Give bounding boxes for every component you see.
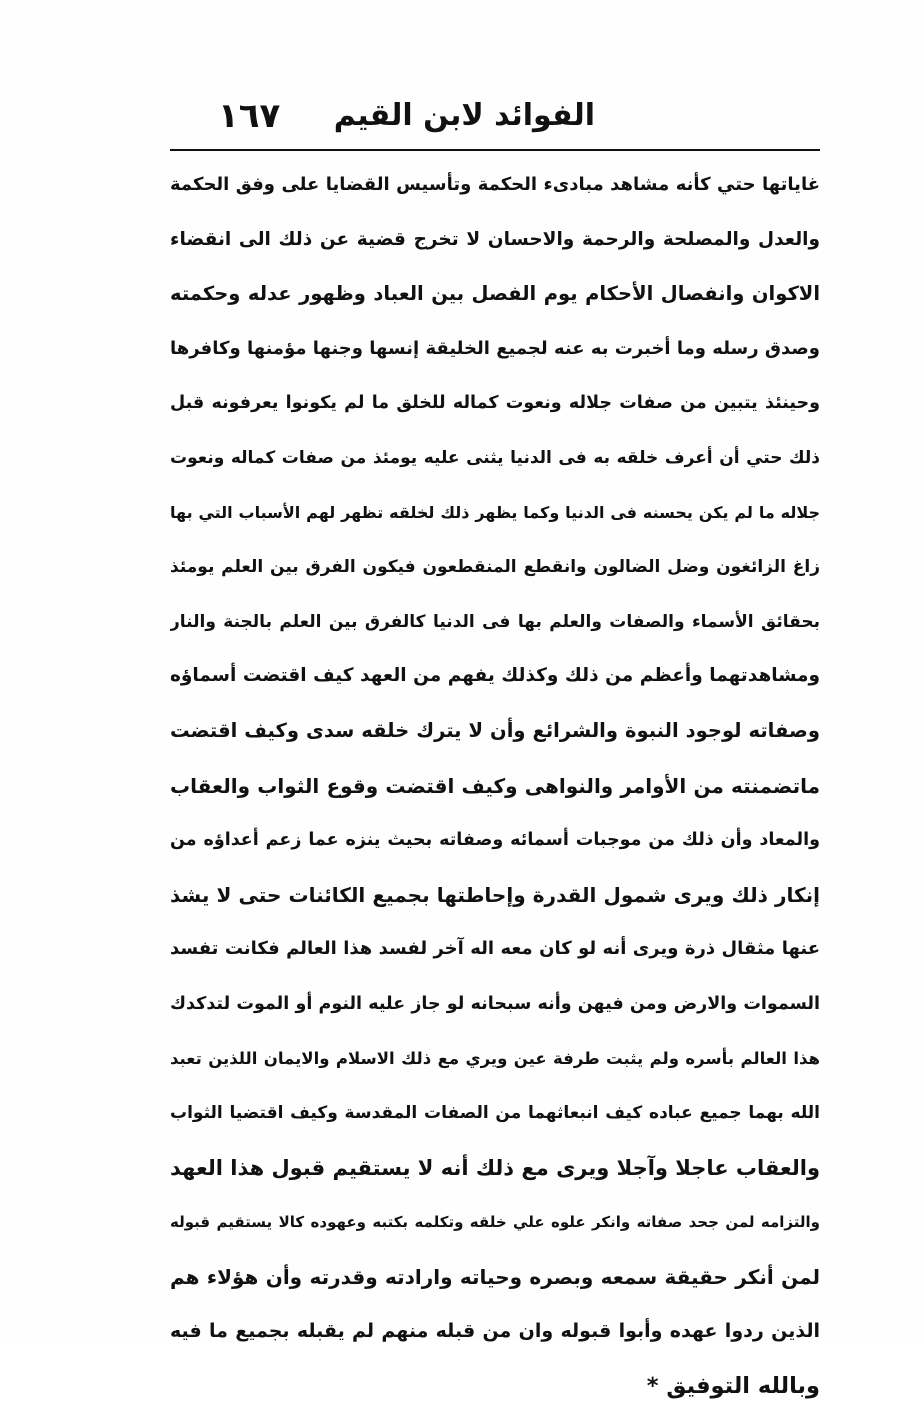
running-header [170,96,820,144]
page-number: ١٦٧ [218,96,281,136]
text-line: غاياتها حتي كأنه مشاهد مبادىء الحكمة وتأسيس القضايا على وفق الحكمة [170,174,820,195]
text-line: وصدق رسله وما أخبرت به عنه لجميع الخليقة إنسها وجنها مؤمنها وكافرها [170,337,820,359]
text-line: السموات والارض ومن فيهن وأنه سبحانه لو جاز عليه النوم أو الموت لتدكدك [170,993,820,1014]
text-line: عنها مثقال ذرة ويرى أنه لو كان معه اله آخر لفسد هذا العالم فكانت تفسد [170,938,820,960]
text-line-closing: وبالله التوفيق * [646,1373,820,1400]
text-line: ذلك حتي أن أعرف خلقه به فى الدنيا يثنى عليه يومئذ من صفات كماله ونعوت [170,447,820,468]
text-line: هذا العالم بأسره ولم يثبت طرفة عين ويري مع ذلك الاسلام والايمان اللذين تعبد [170,1048,820,1068]
text-line: زاغ الزائغون وضل الضالون وانقطع المنقطعون فيكون الفرق بين العلم يومئذ [170,557,820,578]
text-line: والعقاب عاجلا وآجلا ويرى مع ذلك أنه لا يستقيم قبول هذا العهد [170,1155,820,1180]
text-line: الاكوان وانفصال الأحكام يوم الفصل بين العباد وظهور عدله وحكمته [170,282,820,306]
text-line: والمعاد وأن ذلك من موجبات أسمائه وصفاته بحيث ينزه عما زعم أعداؤه من [170,830,820,851]
text-line: جلاله ما لم يكن يحسنه فى الدنيا وكما يظهر ذلك لخلقه تظهر لهم الأسباب التي بها [170,502,820,522]
text-line: الذين ردوا عهده وأبوا قبوله وان من قبله منهم لم يقبله بجميع ما فيه [170,1320,820,1343]
text-line: وصفاته لوجود النبوة والشرائع وأن لا يترك خلقه سدى وكيف اقتضت [170,718,820,742]
text-line: بحقائق الأسماء والصفات والعلم بها فى الدنيا كالفرق بين العلم بالجنة والنار [170,611,820,632]
text-line: الله بهما جميع عباده كيف انبعاثهما من الصفات المقدسة وكيف اقتضيا الثواب [170,1103,820,1124]
text-line: ماتضمنته من الأوامر والنواهى وكيف اقتضت وقوع الثواب والعقاب [170,773,820,798]
text-line: إنكار ذلك ويرى شمول القدرة وإحاطتها بجميع الكائنات حتى لا يشذ [170,882,820,907]
body-text [170,158,820,1414]
text-line: لمن أنكر حقيقة سمعه وبصره وحياته وارادته وقدرته وأن هؤلاء هم [170,1264,820,1289]
running-title: الفوائد لابن القيم [333,98,595,133]
text-line: ومشاهدتهما وأعظم من ذلك وكذلك يفهم من العهد كيف اقتضت أسماؤه [170,665,820,687]
header-rule [170,149,820,151]
text-line: وحينئذ يتبين من صفات جلاله ونعوت كماله للخلق ما لم يكونوا يعرفونه قبل [170,393,820,414]
text-line: والتزامه لمن جحد صفاته وانكر علوه علي خلقه وتكلمه بكتبه وعهوده كالا يستقيم قبوله [170,1213,820,1232]
text-line: والعدل والمصلحة والرحمة والاحسان لا تخرج قضية عن ذلك الى انقضاء [170,228,820,250]
